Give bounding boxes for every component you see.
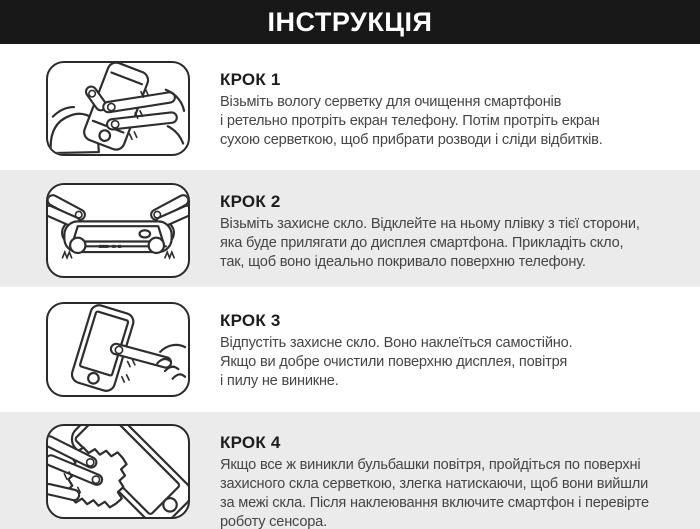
wet-wipe-cleaning-icon (48, 63, 188, 154)
step-1-line-2: і ретельно протріть екран телефону. Потім протріть екран (220, 113, 600, 129)
step-1-illustration (46, 61, 190, 156)
step-2-text (220, 183, 640, 272)
glass-alignment-icon (48, 185, 188, 276)
step-3-line-3: і пилу не виникне. (220, 373, 339, 389)
cloth-smoothing-icon (48, 426, 188, 517)
step-4-line-1: Якщо все ж виникли бульбашки повітря, пройдіться по поверхні (220, 457, 641, 473)
step-1-text (220, 61, 603, 150)
step-2-line-1: Візьміть захисне скло. Відклейте на ньому плівку з тієї сторони, (220, 216, 640, 232)
step-3-illustration (46, 302, 190, 397)
finger-press-icon (48, 304, 188, 395)
step-1-line-1: Візьміть вологу серветку для очищення смартфонів (220, 94, 562, 110)
step-3-section (0, 287, 700, 412)
step-2-line-2: яка буде прилягати до дисплея смартфона. Прикладіть скло, (220, 235, 624, 251)
step-2-line-3: так, щоб воно ідеально покривало поверхню телефону. (220, 254, 586, 270)
step-3-title: КРОК 3 (220, 311, 281, 330)
step-3-line-2: Якщо ви добре очистили поверхню дисплея, повітря (220, 354, 568, 370)
step-1-title: КРОК 1 (220, 70, 281, 89)
page-title: ІНСТРУКЦІЯ (267, 6, 433, 37)
step-1-line-3: сухою серветкою, щоб прибрати розводи і сліди відбитків. (220, 132, 603, 148)
step-4-line-2: захисного скла серветкою, злегка натискаючи, щоб вони вийшли (220, 476, 649, 492)
step-3-line-1: Відпустіть захисне скло. Воно наклеїться самостійно. (220, 335, 573, 351)
step-4-illustration (46, 424, 190, 519)
step-4-line-4: роботу сенсора. (220, 514, 327, 529)
step-2-illustration (46, 183, 190, 278)
step-2-section (0, 170, 700, 287)
step-4-section (0, 412, 700, 529)
step-2-title: КРОК 2 (220, 192, 281, 211)
step-4-text (220, 424, 649, 529)
step-1-section (0, 44, 700, 170)
step-4-line-3: за межі скла. Після наклеювання включите смартфон і перевірте (220, 495, 649, 511)
step-3-text (220, 302, 572, 391)
step-4-title: КРОК 4 (220, 433, 281, 452)
header-bar (0, 0, 700, 44)
